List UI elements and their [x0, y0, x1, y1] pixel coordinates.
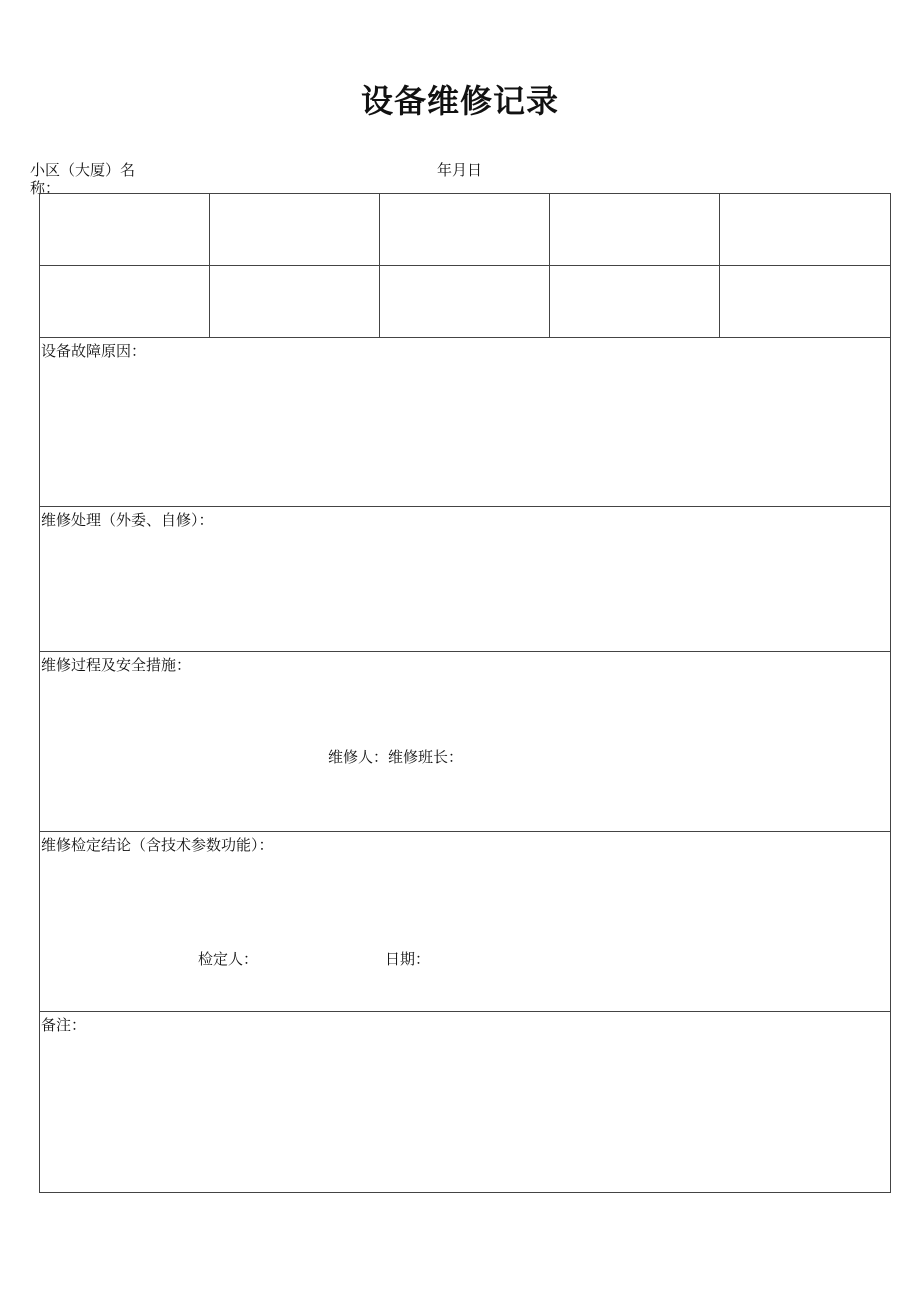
- table-row: [40, 266, 891, 338]
- conclusion-label: 维修检定结论（含技术参数功能）：: [41, 836, 274, 854]
- maintenance-record-table: [39, 193, 891, 1193]
- date-label: 年月日: [437, 161, 483, 179]
- blank-cell[interactable]: [380, 194, 550, 266]
- remarks-section[interactable]: [40, 1012, 891, 1193]
- table-row: [40, 652, 891, 832]
- conclusion-section[interactable]: [40, 832, 891, 1012]
- repairer-label: 维修人：维修班长：: [328, 748, 464, 766]
- remarks-label: 备注：: [41, 1016, 87, 1034]
- table-row: [40, 832, 891, 1012]
- blank-cell[interactable]: [380, 266, 550, 338]
- table-row: [40, 338, 891, 507]
- table-row: [40, 1012, 891, 1193]
- blank-cell[interactable]: [550, 266, 720, 338]
- handling-section[interactable]: [40, 507, 891, 652]
- blank-cell[interactable]: [720, 194, 891, 266]
- blank-cell[interactable]: [210, 194, 380, 266]
- handling-label: 维修处理（外委、自修）：: [41, 511, 214, 529]
- blank-cell[interactable]: [550, 194, 720, 266]
- blank-cell[interactable]: [40, 194, 210, 266]
- fault-cause-label: 设备故障原因：: [41, 342, 147, 360]
- blank-cell[interactable]: [40, 266, 210, 338]
- inspection-date-label: 日期：: [385, 950, 431, 968]
- fault-cause-section[interactable]: [40, 338, 891, 507]
- community-name-label: 小区（大厦）名称：: [30, 161, 136, 197]
- blank-cell[interactable]: [720, 266, 891, 338]
- page-title: 设备维修记录: [360, 82, 559, 120]
- process-section[interactable]: [40, 652, 891, 832]
- inspector-label: 检定人：: [198, 950, 259, 968]
- table-row: [40, 507, 891, 652]
- process-label: 维修过程及安全措施：: [41, 656, 192, 674]
- table-row: [40, 194, 891, 266]
- blank-cell[interactable]: [210, 266, 380, 338]
